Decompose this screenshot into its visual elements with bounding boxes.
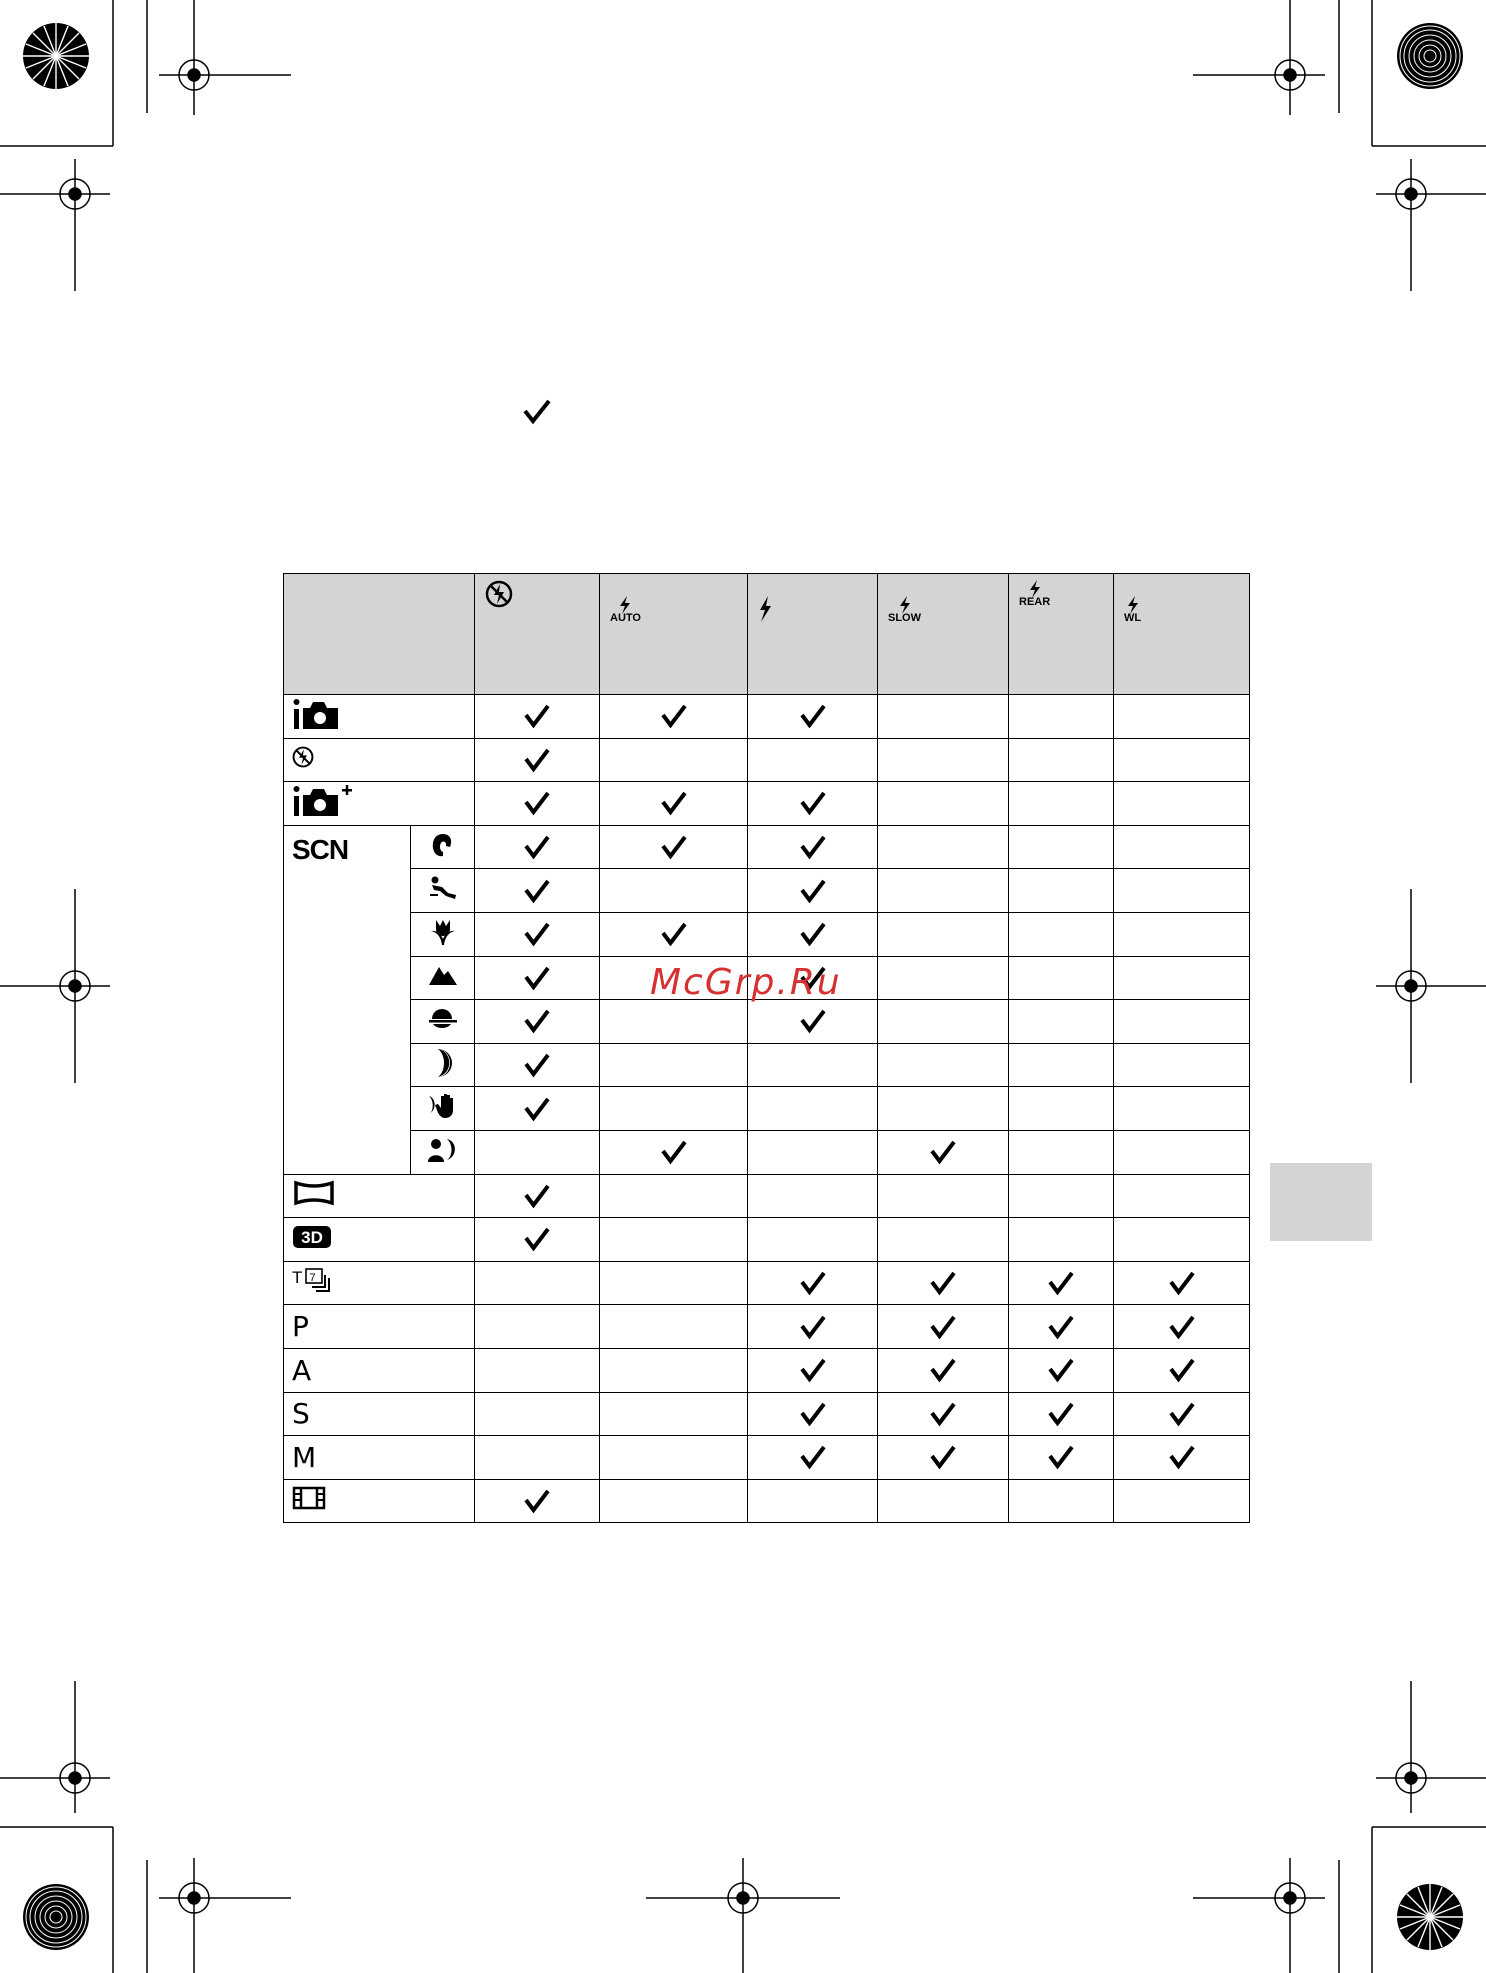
scene-mode-cell	[411, 912, 475, 956]
flash-compat-cell	[878, 1392, 1009, 1436]
night-portrait-icon	[427, 1151, 459, 1168]
flash-compat-cell	[748, 738, 878, 782]
flash-compat-cell	[748, 1261, 878, 1305]
slow-sync-icon	[888, 596, 921, 624]
flash-compat-cell	[748, 1392, 878, 1436]
flash-compat-cell	[475, 1392, 600, 1436]
flash-compat-cell	[748, 825, 878, 869]
flash-compat-cell	[878, 1043, 1009, 1087]
flash-compat-cell	[1009, 869, 1114, 913]
flash-compat-cell	[1114, 782, 1250, 826]
table-row	[284, 1348, 1250, 1392]
flash-off-mode-icon	[292, 755, 314, 772]
flash-compat-cell	[1114, 1305, 1250, 1349]
check-mark-icon	[475, 1052, 599, 1078]
scene-mode-cell	[411, 956, 475, 1000]
check-mark-icon	[748, 1008, 877, 1034]
shooting-mode-cell	[284, 1479, 475, 1523]
flash-compat-cell	[748, 695, 878, 739]
flash-compat-cell	[1114, 1436, 1250, 1480]
flash-compat-cell	[1114, 1218, 1250, 1262]
flash-compat-cell	[600, 1348, 748, 1392]
flash-compat-cell	[1009, 1479, 1114, 1523]
flash-compat-cell	[878, 1174, 1009, 1218]
check-mark-icon	[600, 1139, 747, 1165]
flash-compat-cell	[748, 1305, 878, 1349]
flash-compat-cell	[1009, 1000, 1114, 1044]
section-tab	[1270, 1163, 1372, 1241]
flash-on-icon	[758, 596, 772, 622]
scene-mode-cell	[411, 825, 475, 869]
check-mark-icon	[522, 398, 552, 431]
flash-compat-cell	[1009, 1261, 1114, 1305]
flash-compat-cell	[878, 1087, 1009, 1131]
flash-compat-cell	[1114, 695, 1250, 739]
flash-compat-cell	[1114, 1348, 1250, 1392]
check-mark-icon	[748, 1314, 877, 1340]
flash-compat-cell	[748, 1348, 878, 1392]
superior-auto-icon	[292, 805, 354, 822]
table-row	[284, 1043, 1250, 1087]
slow-sync-label: SLOW	[888, 612, 921, 624]
flash-off-icon	[485, 580, 513, 610]
flash-compat-cell	[1114, 1130, 1250, 1174]
flash-compat-cell	[1114, 1174, 1250, 1218]
flash-compat-cell	[600, 1130, 748, 1174]
flash-compat-cell	[600, 1436, 748, 1480]
night-scene-icon	[430, 1066, 456, 1083]
sports-action-icon	[428, 888, 458, 905]
flash-compat-cell	[878, 695, 1009, 739]
flash-compat-cell	[600, 695, 748, 739]
check-mark-icon	[1114, 1314, 1249, 1340]
sweep-panorama-icon	[292, 1193, 336, 1210]
check-mark-icon	[475, 1226, 599, 1252]
flash-compat-cell	[600, 738, 748, 782]
flash-compat-cell	[475, 1043, 600, 1087]
flash-compat-cell	[475, 1261, 600, 1305]
header-flash-off	[475, 574, 600, 695]
flash-compat-cell	[878, 1000, 1009, 1044]
check-mark-icon	[878, 1357, 1008, 1383]
landscape-icon	[428, 974, 458, 991]
watermark: McGrp.Ru	[650, 962, 842, 1003]
header-blank-cell	[284, 574, 475, 695]
check-mark-icon	[475, 1488, 599, 1514]
flash-compat-cell	[748, 1043, 878, 1087]
movie-icon	[292, 1497, 326, 1514]
table-row	[284, 695, 1250, 739]
check-mark-icon	[1114, 1444, 1249, 1470]
check-mark-icon	[475, 1096, 599, 1122]
flash-compat-cell	[1009, 956, 1114, 1000]
table-row	[284, 1305, 1250, 1349]
flash-compat-cell	[600, 1392, 748, 1436]
scene-mode-cell	[411, 1043, 475, 1087]
flash-compat-cell	[475, 1305, 600, 1349]
flash-compat-cell	[748, 782, 878, 826]
flash-compat-cell	[600, 912, 748, 956]
check-mark-icon	[878, 1401, 1008, 1427]
flash-compat-cell	[878, 1261, 1009, 1305]
flash-compat-cell	[475, 782, 600, 826]
check-mark-icon	[1009, 1314, 1113, 1340]
flash-compat-cell	[475, 1436, 600, 1480]
header-flash-on	[748, 574, 878, 695]
flash-compat-cell	[878, 869, 1009, 913]
table-row	[284, 1218, 1250, 1262]
mode-letter: M	[292, 1440, 317, 1474]
flash-compat-cell	[1009, 1043, 1114, 1087]
flash-compat-cell	[1114, 1261, 1250, 1305]
scene-mode-cell	[411, 1087, 475, 1131]
svg-text:T: T	[292, 1267, 303, 1287]
shooting-mode-cell	[284, 1305, 475, 1349]
flash-compat-cell	[1114, 1087, 1250, 1131]
check-mark-icon	[748, 1401, 877, 1427]
scn-mode-label: SCN	[284, 825, 411, 1174]
check-mark-icon	[748, 790, 877, 816]
flash-compat-cell	[878, 912, 1009, 956]
check-mark-icon	[475, 921, 599, 947]
flash-compat-cell	[1009, 1436, 1114, 1480]
table-row	[284, 1436, 1250, 1480]
flash-compat-cell	[748, 869, 878, 913]
flash-compat-cell	[475, 1218, 600, 1262]
wireless-label: WL	[1124, 612, 1142, 624]
flash-compat-cell	[475, 825, 600, 869]
check-mark-icon	[878, 1314, 1008, 1340]
table-row	[284, 1392, 1250, 1436]
flash-compat-cell	[1114, 738, 1250, 782]
check-mark-icon	[600, 921, 747, 947]
check-mark-icon	[1114, 1270, 1249, 1296]
check-mark-icon	[878, 1270, 1008, 1296]
flash-compat-cell	[475, 1130, 600, 1174]
check-mark-icon	[1114, 1401, 1249, 1427]
table-row	[284, 1130, 1250, 1174]
table-row	[284, 825, 1250, 869]
flash-compat-cell	[1114, 1043, 1250, 1087]
flash-compat-cell	[1009, 1174, 1114, 1218]
flash-compat-cell	[475, 738, 600, 782]
flash-compat-cell	[600, 1305, 748, 1349]
check-mark-icon	[475, 747, 599, 773]
flash-auto-label: AUTO	[610, 612, 641, 624]
flash-compat-cell	[1114, 1000, 1250, 1044]
svg-text:7: 7	[309, 1271, 316, 1284]
check-mark-icon	[748, 921, 877, 947]
flash-compat-cell	[878, 956, 1009, 1000]
check-mark-icon	[748, 878, 877, 904]
flash-compat-cell	[1009, 1218, 1114, 1262]
check-mark-icon	[748, 1444, 877, 1470]
flash-compat-cell	[748, 1174, 878, 1218]
shooting-mode-cell	[284, 1218, 475, 1262]
shooting-mode-cell	[284, 1392, 475, 1436]
flash-compat-cell	[1009, 1130, 1114, 1174]
shooting-mode-cell	[284, 1436, 475, 1480]
flash-compat-cell	[600, 825, 748, 869]
portrait-icon	[430, 845, 456, 862]
shooting-mode-cell	[284, 1174, 475, 1218]
flash-compat-cell	[1114, 912, 1250, 956]
scene-mode-cell	[411, 1130, 475, 1174]
scene-mode-cell	[411, 869, 475, 913]
shooting-mode-cell	[284, 1261, 475, 1305]
flash-compat-cell	[1114, 1479, 1250, 1523]
flash-compat-cell	[878, 1218, 1009, 1262]
flash-compat-cell	[475, 869, 600, 913]
check-mark-icon	[475, 878, 599, 904]
rear-sync-label: REAR	[1019, 596, 1051, 608]
table-row	[284, 1087, 1250, 1131]
check-mark-icon	[748, 703, 877, 729]
flash-compat-cell	[748, 1218, 878, 1262]
scene-mode-cell	[411, 1000, 475, 1044]
flash-compat-cell	[600, 1087, 748, 1131]
flash-compat-cell	[1114, 825, 1250, 869]
table-row	[284, 1479, 1250, 1523]
macro-icon	[428, 934, 458, 951]
check-mark-icon	[475, 965, 599, 991]
flash-compat-cell	[1009, 738, 1114, 782]
flash-compat-cell	[475, 1348, 600, 1392]
flash-compat-cell	[1009, 695, 1114, 739]
flash-mode-table	[283, 573, 1250, 1523]
flash-compat-cell	[600, 869, 748, 913]
sunset-icon	[427, 1019, 459, 1036]
flash-compat-cell	[600, 1000, 748, 1044]
flash-compat-cell	[878, 1436, 1009, 1480]
table-header-row	[284, 574, 1250, 695]
table-row	[284, 738, 1250, 782]
check-mark-icon	[600, 790, 747, 816]
check-mark-icon	[748, 834, 877, 860]
flash-compat-cell	[1009, 1305, 1114, 1349]
check-mark-icon	[878, 1139, 1008, 1165]
flash-compat-cell	[748, 1087, 878, 1131]
flash-compat-cell	[748, 1479, 878, 1523]
shooting-mode-cell	[284, 782, 475, 826]
flash-compat-cell	[600, 782, 748, 826]
flash-compat-cell	[1114, 869, 1250, 913]
table-row	[284, 869, 1250, 913]
mode-letter: P	[292, 1310, 309, 1344]
table-row	[284, 1261, 1250, 1305]
flash-compat-cell	[878, 1130, 1009, 1174]
shooting-mode-cell	[284, 1348, 475, 1392]
check-mark-icon	[475, 1183, 599, 1209]
flash-compat-cell	[1009, 1348, 1114, 1392]
shooting-mode-cell	[284, 738, 475, 782]
flash-compat-cell	[748, 1000, 878, 1044]
3d-icon	[292, 1227, 332, 1253]
tele-zoom-continuous-icon	[292, 1267, 340, 1299]
flash-compat-cell	[475, 956, 600, 1000]
table-body	[284, 695, 1250, 1523]
flash-compat-cell	[748, 1130, 878, 1174]
flash-compat-cell	[475, 1479, 600, 1523]
table-row	[284, 782, 1250, 826]
flash-compat-cell	[600, 1174, 748, 1218]
flash-compat-cell	[1009, 782, 1114, 826]
flash-compat-cell	[878, 1305, 1009, 1349]
table-row	[284, 912, 1250, 956]
check-mark-icon	[1009, 1270, 1113, 1296]
svg-text:3D: 3D	[301, 1227, 323, 1247]
mode-letter: A	[292, 1353, 312, 1387]
check-mark-icon	[748, 1357, 877, 1383]
shooting-mode-cell	[284, 695, 475, 739]
table-row	[284, 1000, 1250, 1044]
header-flash-auto	[600, 574, 748, 695]
wireless-icon	[1124, 596, 1141, 624]
flash-compat-cell	[1114, 1392, 1250, 1436]
check-mark-icon	[1009, 1401, 1113, 1427]
check-mark-icon	[600, 703, 747, 729]
flash-compat-cell	[600, 1218, 748, 1262]
check-mark-icon	[878, 1444, 1008, 1470]
flash-compat-cell	[748, 1436, 878, 1480]
flash-compat-cell	[1009, 825, 1114, 869]
flash-compat-cell	[475, 1087, 600, 1131]
flash-compat-cell	[1009, 1392, 1114, 1436]
flash-compat-cell	[600, 1043, 748, 1087]
rear-sync-icon	[1019, 580, 1050, 608]
flash-compat-cell	[1009, 1087, 1114, 1131]
flash-compat-cell	[475, 695, 600, 739]
mode-letter: S	[292, 1397, 310, 1431]
flash-auto-icon	[610, 596, 641, 624]
flash-compat-cell	[600, 1261, 748, 1305]
flash-compat-cell	[748, 912, 878, 956]
flash-compat-cell	[475, 1174, 600, 1218]
flash-compat-cell	[878, 782, 1009, 826]
header-slow-sync	[878, 574, 1009, 695]
check-mark-icon	[475, 1008, 599, 1034]
handheld-twilight-icon	[425, 1107, 461, 1124]
check-mark-icon	[475, 703, 599, 729]
flash-compat-cell	[600, 1479, 748, 1523]
check-mark-icon	[475, 834, 599, 860]
flash-compat-cell	[1114, 956, 1250, 1000]
check-mark-icon	[748, 1270, 877, 1296]
check-mark-icon	[1009, 1444, 1113, 1470]
check-mark-icon	[600, 834, 747, 860]
check-mark-icon	[1009, 1357, 1113, 1383]
table-row	[284, 1174, 1250, 1218]
flash-compat-cell	[878, 825, 1009, 869]
check-mark-icon	[475, 790, 599, 816]
flash-compat-cell	[475, 1000, 600, 1044]
intelligent-auto-icon	[292, 718, 342, 735]
header-rear-sync	[1009, 574, 1114, 695]
flash-compat-cell	[878, 738, 1009, 782]
flash-compat-cell	[1009, 912, 1114, 956]
flash-compat-cell	[878, 1348, 1009, 1392]
flash-compat-cell	[475, 912, 600, 956]
check-mark-icon	[1114, 1357, 1249, 1383]
header-wireless	[1114, 574, 1250, 695]
flash-compat-cell	[878, 1479, 1009, 1523]
